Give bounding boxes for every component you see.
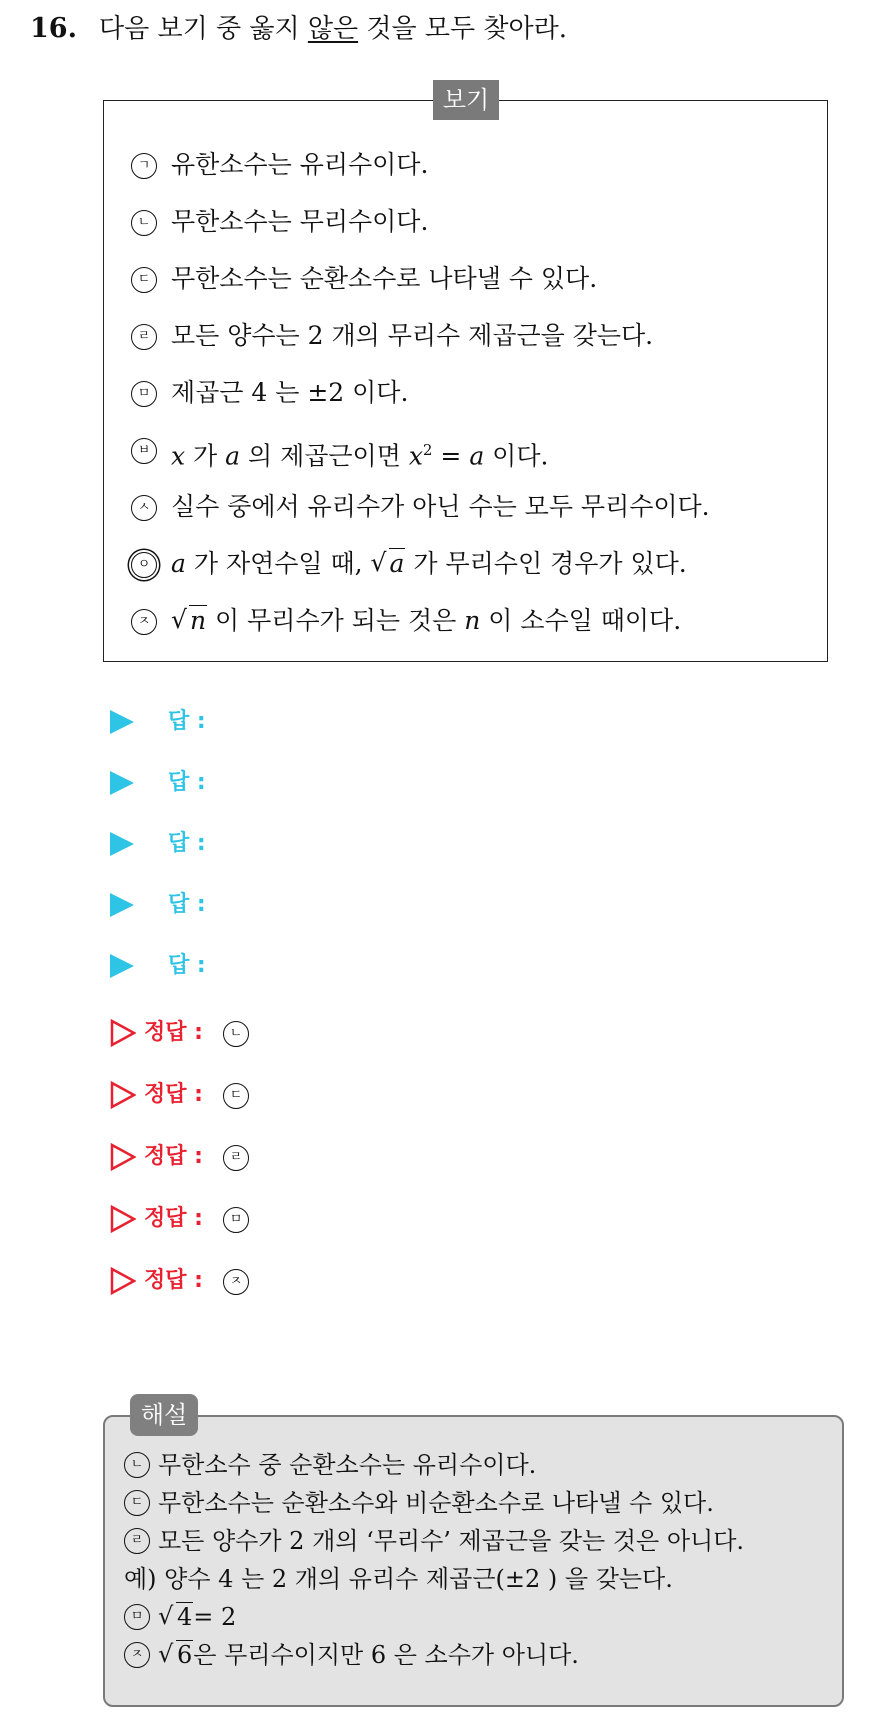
play-triangle-icon — [110, 954, 134, 978]
correct-answer-label: 정답 : — [144, 1206, 203, 1231]
circled-mark: ㄷ — [124, 1490, 150, 1516]
answer-label: 답 : — [168, 831, 206, 856]
circled-mark: ㄹ — [131, 324, 157, 350]
correct-answer-row — [110, 1202, 810, 1264]
sqrt-symbol — [171, 603, 207, 639]
triangle-outline-icon — [110, 1081, 136, 1109]
correct-answer-label: 정답 : — [144, 1268, 203, 1293]
circled-mark: ㄹ — [223, 1145, 249, 1171]
solution-text: 모든 양수가 2 개의 ‘무리수’ 제곱근을 갖는 것은 아니다. — [158, 1527, 745, 1555]
bogi-item-text: 무한소수는 순환소수로 나타낼 수 있다. — [171, 264, 598, 293]
answer-row[interactable] — [110, 889, 810, 950]
answer-label: 답 : — [168, 770, 206, 795]
radicand: 6 — [177, 1641, 193, 1669]
solution-line — [124, 1524, 840, 1562]
radicand: n — [190, 606, 207, 635]
circled-mark: ㅈ — [223, 1269, 249, 1295]
text-part: 이 무리수가 되는 것은 — [207, 606, 465, 635]
correct-answer-label: 정답 : — [144, 1020, 203, 1045]
superscript: 2 — [422, 441, 433, 459]
answer-label: 답 : — [168, 709, 206, 734]
math-var: a — [171, 549, 186, 578]
solution-text: 예) 양수 4 는 2 개의 유리수 제곱근(±2 ) 을 갖는다. — [124, 1565, 673, 1593]
circled-mark: ㄹ — [124, 1528, 150, 1554]
answer-row[interactable] — [110, 767, 810, 828]
text-part: 가 무리수인 경우가 있다. — [405, 549, 687, 578]
solution-line — [124, 1562, 840, 1600]
bogi-item — [131, 204, 821, 261]
play-triangle-icon — [110, 771, 134, 795]
triangle-outline-icon — [110, 1143, 136, 1171]
bogi-item-text: 모든 양수는 2 개의 무리수 제곱근을 갖는다. — [171, 321, 654, 350]
equals-sign: = — [432, 441, 470, 471]
circled-mark: ㄴ — [223, 1021, 249, 1047]
circled-mark: ㅇ — [131, 552, 157, 578]
solution-text: = 2 — [193, 1603, 237, 1631]
bogi-item-text — [171, 432, 548, 474]
correct-answer-list — [110, 1016, 810, 1326]
text-part: 의 제곱근이면 — [240, 441, 409, 471]
bogi-tag: 보기 — [433, 80, 499, 120]
answer-label: 답 : — [168, 953, 206, 978]
bogi-item-text — [171, 546, 687, 582]
bogi-items — [131, 147, 821, 660]
correct-answer-row — [110, 1016, 810, 1078]
correct-answer-row — [110, 1140, 810, 1202]
triangle-outline-icon — [110, 1267, 136, 1295]
bogi-item — [131, 147, 821, 204]
question-text-before: 다음 보기 중 옳지 — [98, 14, 308, 44]
math-var: a — [225, 441, 241, 471]
text-part: 이다. — [484, 441, 549, 471]
bogi-item-text: 무한소수는 무리수이다. — [171, 207, 429, 236]
question-text-after: 것을 모두 찾아라. — [358, 14, 567, 44]
solution-lines — [124, 1448, 840, 1676]
math-var: x — [171, 441, 186, 471]
bogi-item — [131, 375, 821, 432]
answer-label: 답 : — [168, 892, 206, 917]
question — [30, 12, 870, 46]
solution-line — [124, 1448, 840, 1486]
play-triangle-icon — [110, 710, 134, 734]
math-var: n — [464, 606, 481, 635]
triangle-outline-icon — [110, 1019, 136, 1047]
solution-text: 무한소수 중 순환소수는 유리수이다. — [158, 1451, 537, 1479]
correct-answer-row — [110, 1078, 810, 1140]
bogi-item — [131, 546, 821, 603]
solution-text: 무한소수는 순환소수와 비순환소수로 나타낼 수 있다. — [158, 1489, 714, 1517]
bogi-item — [131, 489, 821, 546]
correct-answer-row — [110, 1264, 810, 1326]
circled-mark: ㄴ — [124, 1452, 150, 1478]
bogi-item-text — [171, 603, 681, 639]
bogi-item — [131, 603, 821, 660]
bogi-item-text: 제곱근 4 는 ±2 이다. — [171, 378, 409, 407]
correct-answer-label: 정답 : — [144, 1082, 203, 1107]
answer-list — [110, 706, 810, 1011]
sqrt-symbol — [371, 546, 406, 582]
solution-line — [124, 1486, 840, 1524]
answer-row[interactable] — [110, 706, 810, 767]
circled-mark: ㄱ — [131, 153, 157, 179]
play-triangle-icon — [110, 893, 134, 917]
circled-mark: ㅂ — [131, 438, 157, 464]
circled-mark: ㅅ — [131, 495, 157, 521]
answer-row[interactable] — [110, 950, 810, 1011]
text-part: 가 — [185, 441, 226, 471]
circled-mark: ㅈ — [124, 1642, 150, 1668]
triangle-outline-icon — [110, 1205, 136, 1233]
math-var: a — [469, 441, 485, 471]
question-text-underlined: 않은 — [307, 14, 359, 44]
radicand: 4 — [177, 1603, 193, 1631]
bogi-item — [131, 432, 821, 489]
text-part: 가 자연수일 때, — [185, 549, 371, 578]
sqrt-symbol — [158, 1600, 193, 1634]
play-triangle-icon — [110, 832, 134, 856]
circled-mark: ㅁ — [124, 1604, 150, 1630]
math-var: x — [408, 441, 423, 471]
solution-line — [124, 1638, 840, 1676]
correct-answer-label: 정답 : — [144, 1144, 203, 1169]
solution-tag: 해설 — [130, 1394, 198, 1436]
solution-text: 은 무리수이지만 6 은 소수가 아니다. — [193, 1641, 579, 1669]
circled-mark: ㄷ — [131, 267, 157, 293]
text-part: 이 소수일 때이다. — [480, 606, 682, 635]
circled-mark: ㅁ — [131, 381, 157, 407]
sqrt-symbol — [158, 1638, 193, 1672]
circled-mark: ㄴ — [131, 210, 157, 236]
bogi-item — [131, 318, 821, 375]
radicand: a — [389, 549, 405, 578]
circled-mark: ㄷ — [223, 1083, 249, 1109]
question-number: 16. — [30, 13, 77, 44]
solution-line — [124, 1600, 840, 1638]
bogi-item-text: 유한소수는 유리수이다. — [171, 150, 429, 179]
bogi-item-text: 실수 중에서 유리수가 아닌 수는 모두 무리수이다. — [171, 492, 710, 521]
answer-row[interactable] — [110, 828, 810, 889]
bogi-item — [131, 261, 821, 318]
circled-mark: ㅁ — [223, 1207, 249, 1233]
circled-mark: ㅈ — [131, 609, 157, 635]
